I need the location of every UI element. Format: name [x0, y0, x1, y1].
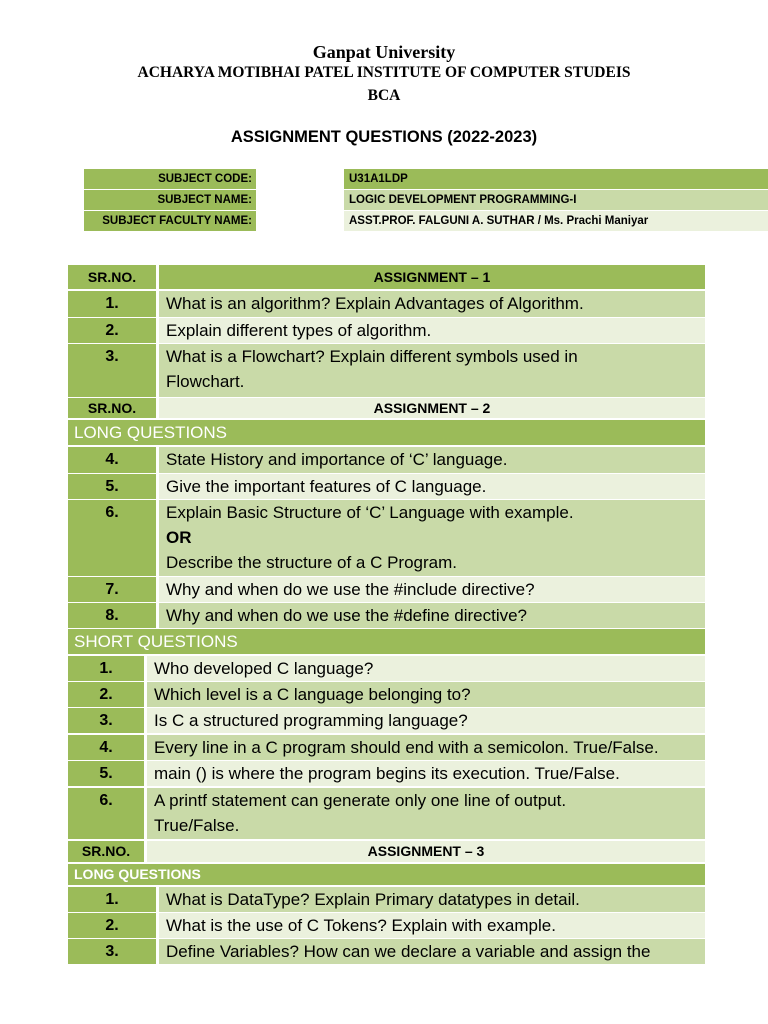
row-number: 3. [68, 344, 156, 397]
assignment-1-header: ASSIGNMENT – 1 [159, 265, 705, 289]
question-line: True/False. [154, 816, 240, 835]
row-number: 1. [68, 887, 156, 912]
row-number: 6. [68, 788, 144, 839]
subject-faculty-label: SUBJECT FACULTY NAME: [84, 211, 256, 231]
question-text: Which level is a C language belonging to? [147, 682, 705, 707]
assignment-3-header: ASSIGNMENT – 3 [147, 841, 705, 862]
question-text [147, 788, 705, 839]
subject-code-label: SUBJECT CODE: [84, 169, 256, 189]
srno-header: SR.NO. [68, 841, 144, 862]
row-number: 8. [68, 603, 156, 628]
question-text: What is DataType? Explain Primary datatypes in detail. [159, 887, 705, 912]
question-text: Why and when do we use the #include directive? [159, 577, 705, 602]
question-line: Describe the structure of a C Program. [166, 553, 458, 572]
srno-header: SR.NO. [68, 265, 156, 289]
row-number: 7. [68, 577, 156, 602]
question-text: Every line in a C program should end with a semicolon. True/False. [147, 735, 705, 760]
question-line: Flowchart. [166, 372, 245, 391]
row-number: 1. [68, 656, 144, 681]
row-number: 6. [68, 500, 156, 576]
question-text: What is the use of C Tokens? Explain with example. [159, 913, 705, 938]
program-name: BCA [367, 87, 401, 104]
row-number: 5. [68, 761, 144, 786]
long-questions-header: LONG QUESTIONS [68, 420, 705, 445]
row-number: 2. [68, 913, 156, 938]
subject-name-label: SUBJECT NAME: [84, 190, 256, 210]
question-text [159, 344, 705, 397]
institute-name: ACHARYA MOTIBHAI PATEL INSTITUTE OF COMPUTER STUDEIS [137, 64, 631, 81]
question-text: Give the important features of C language. [159, 474, 705, 499]
or-separator: OR [166, 528, 192, 547]
question-text: State History and importance of ‘C’ language. [159, 447, 705, 473]
subject-faculty-value: ASST.PROF. FALGUNI A. SUTHAR / Ms. Prachi Maniyar [344, 211, 768, 231]
row-number: 1. [68, 291, 156, 317]
row-number: 2. [68, 682, 144, 707]
question-text: Why and when do we use the #define directive? [159, 603, 705, 628]
row-number: 2. [68, 318, 156, 343]
row-number: 5. [68, 474, 156, 499]
question-line: A printf statement can generate only one line of output. [154, 791, 567, 810]
subject-name-value: LOGIC DEVELOPMENT PROGRAMMING-I [344, 190, 768, 210]
question-line: What is a Flowchart? Explain different symbols used in [166, 347, 578, 366]
university-name: Ganpat University [312, 42, 456, 62]
row-number: 3. [68, 708, 144, 733]
question-text: Explain different types of algorithm. [159, 318, 705, 343]
short-questions-header: SHORT QUESTIONS [68, 629, 705, 654]
row-number: 4. [68, 735, 144, 760]
long-questions-header: LONG QUESTIONS [68, 864, 705, 885]
assignment-title: ASSIGNMENT QUESTIONS (2022-2023) [230, 128, 538, 146]
question-text: Who developed C language? [147, 656, 705, 681]
row-number: 4. [68, 447, 156, 473]
question-text: main () is where the program begins its execution. True/False. [147, 761, 705, 786]
srno-header: SR.NO. [68, 398, 156, 418]
question-text: Is C a structured programming language? [147, 708, 705, 733]
question-text [159, 500, 705, 576]
subject-code-value: U31A1LDP [344, 169, 768, 189]
question-text: Define Variables? How can we declare a variable and assign the [159, 939, 705, 964]
row-number: 3. [68, 939, 156, 964]
question-line: Explain Basic Structure of ‘C’ Language with example. [166, 503, 574, 522]
question-text: What is an algorithm? Explain Advantages of Algorithm. [159, 291, 705, 317]
assignment-2-header: ASSIGNMENT – 2 [159, 398, 705, 418]
